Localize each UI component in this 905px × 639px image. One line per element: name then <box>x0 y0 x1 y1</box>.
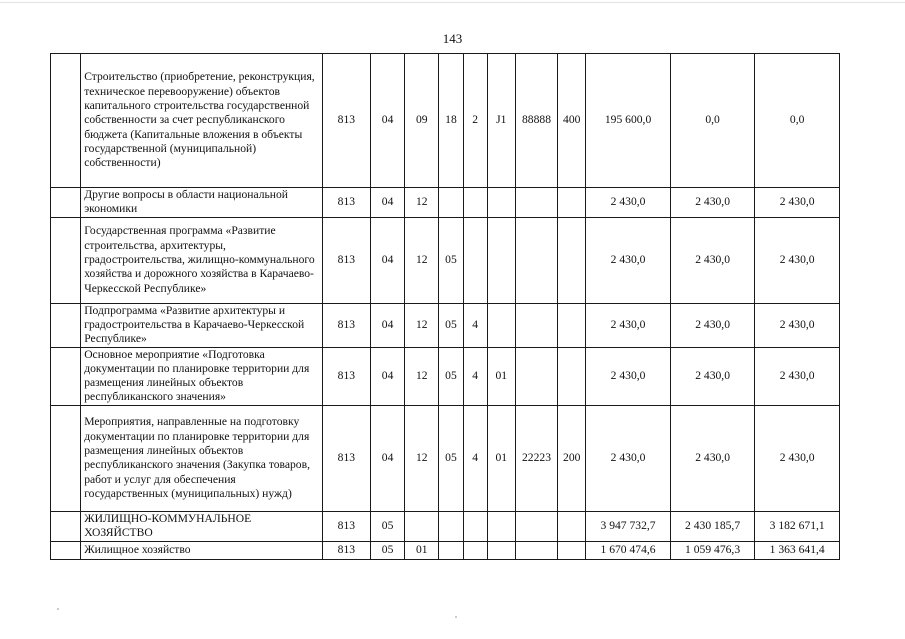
row-name: Жилищное хозяйство <box>81 541 323 559</box>
section-code: 05 <box>371 511 405 541</box>
table-row <box>51 347 840 405</box>
amount-year-3: 0,0 <box>755 54 840 188</box>
amount-year-3: 2 430,0 <box>755 217 840 303</box>
row-index-cell <box>51 541 81 559</box>
amount-year-2: 2 430,0 <box>670 303 755 347</box>
table-body <box>51 54 840 560</box>
subsection-code: 12 <box>405 347 439 405</box>
ministry-code: 813 <box>322 405 370 511</box>
ministry-code: 813 <box>322 188 370 218</box>
ministry-code: 813 <box>322 217 370 303</box>
section-code: 04 <box>371 54 405 188</box>
direction-code <box>515 347 557 405</box>
row-name: Подпрограмма «Развитие архитектуры и градостроительства в Карачаево-Черкесской Республике» <box>81 303 323 347</box>
amount-year-1: 195 600,0 <box>586 54 671 188</box>
event-code <box>487 541 515 559</box>
subprogram-code: 4 <box>463 405 487 511</box>
ministry-code: 813 <box>322 303 370 347</box>
expense-type-code: 400 <box>558 54 586 188</box>
row-name: Государственная программа «Развитие строительства, архитектуры, градостроительства, жилищно-коммунального хозяйства и дорожного хозяйства в Карачаево-Черкесской Республике» <box>81 217 323 303</box>
subsection-code: 12 <box>405 217 439 303</box>
amount-year-2: 0,0 <box>670 54 755 188</box>
direction-code <box>515 303 557 347</box>
program-code: 05 <box>439 405 463 511</box>
scan-edge-line <box>0 2 905 3</box>
event-code <box>487 188 515 218</box>
direction-code <box>515 188 557 218</box>
subsection-code: 01 <box>405 541 439 559</box>
row-name: Основное мероприятие «Подготовка документации по планировке территории для размещения линейных объектов республиканского значения» <box>81 347 323 405</box>
ministry-code: 813 <box>322 347 370 405</box>
row-index-cell <box>51 217 81 303</box>
subprogram-code <box>463 541 487 559</box>
row-name: Строительство (приобретение, реконструкция, техническое перевооружение) объектов капитального строительства государственной собственности за счет республиканского бюджета (Капитальные вложения в объекты государственной (муниципальной) собственности) <box>81 54 323 188</box>
ministry-code: 813 <box>322 54 370 188</box>
event-code <box>487 303 515 347</box>
ministry-code: 813 <box>322 511 370 541</box>
amount-year-1: 2 430,0 <box>586 188 671 218</box>
program-code <box>439 541 463 559</box>
amount-year-3: 2 430,0 <box>755 405 840 511</box>
row-index-cell <box>51 54 81 188</box>
direction-code <box>515 511 557 541</box>
table-row <box>51 303 840 347</box>
program-code: 05 <box>439 347 463 405</box>
table-row <box>51 511 840 541</box>
amount-year-2: 2 430 185,7 <box>670 511 755 541</box>
amount-year-3: 2 430,0 <box>755 303 840 347</box>
subprogram-code: 2 <box>463 54 487 188</box>
amount-year-2: 2 430,0 <box>670 347 755 405</box>
expense-type-code <box>558 188 586 218</box>
amount-year-3: 3 182 671,1 <box>755 511 840 541</box>
direction-code <box>515 217 557 303</box>
scan-speck <box>455 616 457 618</box>
amount-year-3: 2 430,0 <box>755 188 840 218</box>
subsection-code: 09 <box>405 54 439 188</box>
direction-code <box>515 541 557 559</box>
row-name: ЖИЛИЩНО-КОММУНАЛЬНОЕ ХОЗЯЙСТВО <box>81 511 323 541</box>
ministry-code: 813 <box>322 541 370 559</box>
subsection-code: 12 <box>405 303 439 347</box>
event-code <box>487 217 515 303</box>
subprogram-code: 4 <box>463 347 487 405</box>
scan-speck <box>57 608 59 610</box>
amount-year-1: 1 670 474,6 <box>586 541 671 559</box>
amount-year-1: 2 430,0 <box>586 405 671 511</box>
program-code <box>439 188 463 218</box>
row-index-cell <box>51 405 81 511</box>
expense-type-code <box>558 217 586 303</box>
expense-type-code <box>558 541 586 559</box>
event-code: 01 <box>487 347 515 405</box>
direction-code: 88888 <box>515 54 557 188</box>
subsection-code <box>405 511 439 541</box>
section-code: 04 <box>371 347 405 405</box>
expense-type-code <box>558 347 586 405</box>
event-code <box>487 511 515 541</box>
section-code: 04 <box>371 303 405 347</box>
subprogram-code <box>463 511 487 541</box>
row-index-cell <box>51 188 81 218</box>
amount-year-1: 2 430,0 <box>586 347 671 405</box>
program-code <box>439 511 463 541</box>
table-row <box>51 54 840 188</box>
event-code: 01 <box>487 405 515 511</box>
subsection-code: 12 <box>405 188 439 218</box>
amount-year-2: 2 430,0 <box>670 188 755 218</box>
row-name: Мероприятия, направленные на подготовку документации по планировке территории для размещения линейных объектов республиканского значения (Закупка товаров, работ и услуг для обеспечения государственных (муниципальных) нужд) <box>81 405 323 511</box>
program-code: 05 <box>439 217 463 303</box>
row-name: Другие вопросы в области национальной экономики <box>81 188 323 218</box>
row-index-cell <box>51 511 81 541</box>
amount-year-2: 2 430,0 <box>670 217 755 303</box>
expense-type-code: 200 <box>558 405 586 511</box>
subprogram-code: 4 <box>463 303 487 347</box>
amount-year-1: 2 430,0 <box>586 217 671 303</box>
amount-year-1: 3 947 732,7 <box>586 511 671 541</box>
event-code: J1 <box>487 54 515 188</box>
table-row <box>51 217 840 303</box>
section-code: 04 <box>371 188 405 218</box>
table-row <box>51 188 840 218</box>
row-index-cell <box>51 347 81 405</box>
amount-year-2: 2 430,0 <box>670 405 755 511</box>
page-number: 143 <box>442 31 463 46</box>
table-row <box>51 541 840 559</box>
budget-table <box>50 53 840 560</box>
amount-year-2: 1 059 476,3 <box>670 541 755 559</box>
amount-year-3: 1 363 641,4 <box>755 541 840 559</box>
subprogram-code <box>463 217 487 303</box>
section-code: 04 <box>371 217 405 303</box>
subsection-code: 12 <box>405 405 439 511</box>
direction-code: 22223 <box>515 405 557 511</box>
program-code: 05 <box>439 303 463 347</box>
section-code: 04 <box>371 405 405 511</box>
amount-year-1: 2 430,0 <box>586 303 671 347</box>
subprogram-code <box>463 188 487 218</box>
amount-year-3: 2 430,0 <box>755 347 840 405</box>
expense-type-code <box>558 303 586 347</box>
table-row <box>51 405 840 511</box>
section-code: 05 <box>371 541 405 559</box>
program-code: 18 <box>439 54 463 188</box>
expense-type-code <box>558 511 586 541</box>
row-index-cell <box>51 303 81 347</box>
